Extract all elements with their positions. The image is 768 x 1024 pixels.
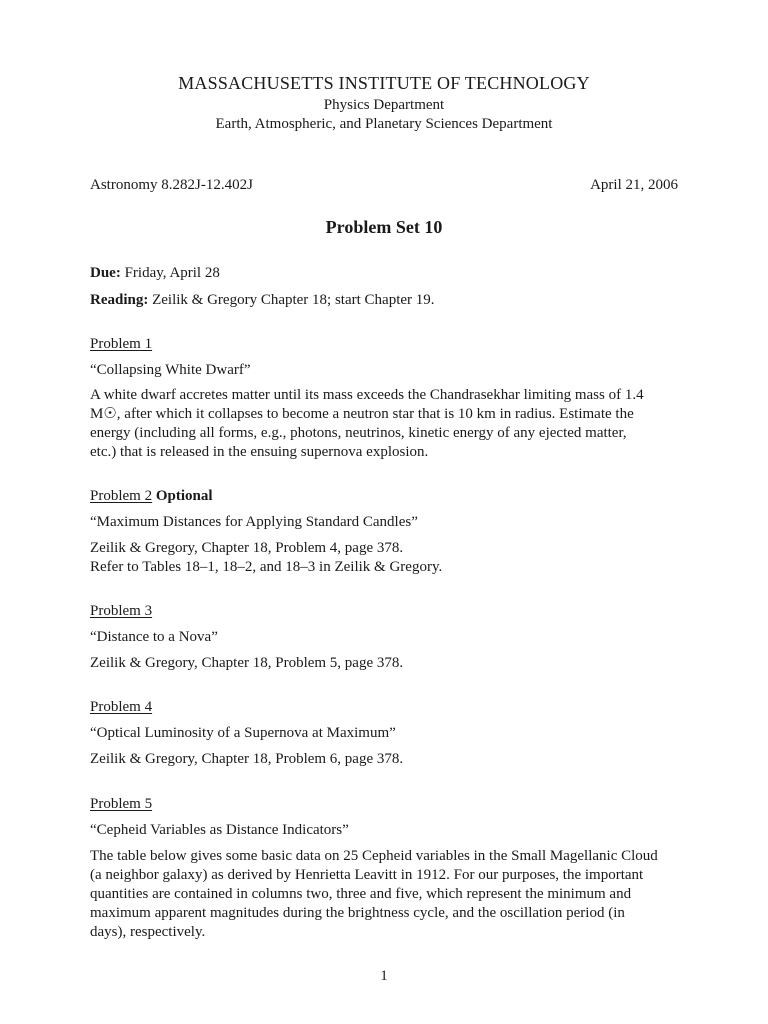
document-page [90,0,678,1024]
problem-5-name: “Cepheid Variables as Distance Indicators” [90,822,349,838]
problem-5-heading [90,795,678,814]
due-label: Due: [90,265,121,281]
problem-3-heading [90,602,678,621]
text-line: Zeilik & Gregory, Chapter 18, Problem 4, page 378. [90,540,404,556]
reading-label: Reading: [90,292,149,308]
problem-1-text [90,386,678,462]
issue-date: April 21, 2006 [590,177,678,193]
problem-heading: Problem 5 [90,796,153,812]
department-line-2: Earth, Atmospheric, and Planetary Sciences Department [215,116,553,132]
optional-tag: Optional [155,488,213,504]
text-line: (a neighbor galaxy) as derived by Henrietta Leavitt in 1912. For our purposes, the important [90,867,644,883]
problem-4-heading [90,698,678,717]
problem-2-heading [90,487,678,506]
text-line: Zeilik & Gregory, Chapter 18, Problem 6, page 378. [90,751,404,767]
reading-value: Zeilik & Gregory Chapter 18; start Chapter 19. [152,292,435,308]
problem-5-text [90,847,678,942]
problem-3-name: “Distance to a Nova” [90,629,218,645]
course-number: Astronomy 8.282J-12.402J [90,177,253,193]
problem-2-text [90,539,678,577]
page-number: 1 [380,968,388,984]
due-value: Friday, April 28 [124,265,220,281]
problem-heading: Problem 4 [90,699,153,715]
text-line: Refer to Tables 18–1, 18–2, and 18–3 in Zeilik & Gregory. [90,559,443,575]
problem-3-text [90,654,678,673]
problem-set-title: Problem Set 10 [325,217,443,237]
due-line [90,264,220,283]
text-line: M☉, after which it collapses to become a neutron star that is 10 km in radius. Estimate the [90,406,634,422]
text-line: etc.) that is released in the ensuing supernova explosion. [90,444,429,460]
text-line: The table below gives some basic data on 25 Cepheid variables in the Small Magellanic Cloud [90,848,658,864]
text-line: days), respectively. [90,924,206,940]
reading-line [90,291,435,310]
institution-heading: MASSACHUSETTS INSTITUTE OF TECHNOLOGY [178,73,590,93]
problem-4-name: “Optical Luminosity of a Supernova at Maximum” [90,725,396,741]
text-line: A white dwarf accretes matter until its mass exceeds the Chandrasekhar limiting mass of 1.4 [90,387,644,403]
course-date-row [90,176,678,195]
text-line: maximum apparent magnitudes during the brightness cycle, and the oscillation period (in [90,905,625,921]
problem-heading: Problem 3 [90,603,153,619]
problem-1-heading [90,335,678,354]
text-line: Zeilik & Gregory, Chapter 18, Problem 5, page 378. [90,655,404,671]
problem-heading: Problem 2 [90,488,153,504]
text-line: quantities are contained in columns two, three and five, which represent the minimum and [90,886,632,902]
problem-4-text [90,750,678,769]
problem-2-name: “Maximum Distances for Applying Standard Candles” [90,514,418,530]
text-line: energy (including all forms, e.g., photons, neutrinos, kinetic energy of any ejected matter, [90,425,627,441]
department-line-1: Physics Department [323,97,445,113]
problem-1-name: “Collapsing White Dwarf” [90,362,251,378]
problem-heading: Problem 1 [90,336,153,352]
